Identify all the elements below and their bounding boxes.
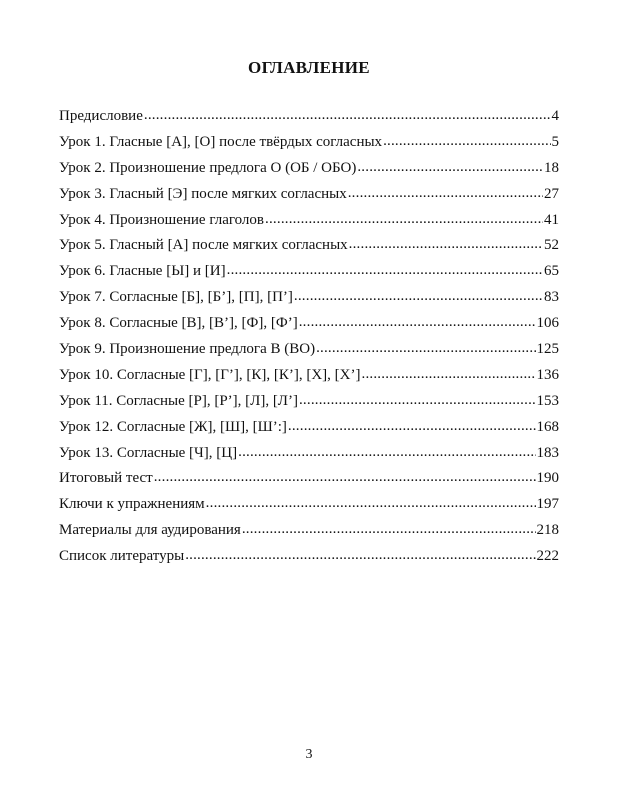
toc-entry-lesson-7 <box>59 285 559 311</box>
dot-leader <box>288 415 536 440</box>
toc-entry-page: 125 <box>536 341 559 358</box>
toc-entry-page: 65 <box>544 263 559 280</box>
toc-entry-page: 218 <box>536 522 559 539</box>
toc-entry-lesson-9 <box>59 337 559 363</box>
dot-leader <box>265 208 543 233</box>
toc-entry-page: 4 <box>551 108 559 124</box>
toc-entry-label: Урок 2. Произношение предлога О (ОБ / ОБО) <box>59 159 357 176</box>
page-title: ОГЛАВЛЕНИЕ <box>248 58 370 77</box>
toc-entry-label: Ключи к упражнениям <box>59 496 205 513</box>
toc-entry-label: Предисловие <box>59 108 143 124</box>
toc-entry-label: Урок 8. Согласные [В], [В’], [Ф], [Ф’] <box>59 315 298 332</box>
toc-entry-page: 5 <box>551 133 559 150</box>
dot-leader <box>144 104 551 129</box>
toc-entry-label: Итоговый тест <box>59 470 153 487</box>
toc-entry-lesson-8 <box>59 311 559 337</box>
dot-leader <box>299 389 536 414</box>
dot-leader <box>294 285 543 310</box>
dot-leader <box>242 518 536 543</box>
toc-entry-page: 52 <box>544 237 559 254</box>
toc-entry-page: 197 <box>536 496 559 513</box>
toc-entry-lesson-2 <box>59 156 559 182</box>
dot-leader <box>348 182 543 207</box>
toc-entry-page: 222 <box>536 548 559 565</box>
toc-entry-page: 27 <box>544 185 559 202</box>
toc-entry-lesson-11 <box>59 389 559 415</box>
dot-leader <box>185 544 535 569</box>
page-number: 3 <box>305 747 313 762</box>
toc-entry-label: Урок 5. Гласный [А] после мягких согласных <box>59 237 348 254</box>
toc-entry-page: 18 <box>544 159 559 176</box>
toc-entry-page: 190 <box>536 470 559 487</box>
toc-entry-label: Урок 1. Гласные [А], [О] после твёрдых согласных <box>59 133 383 150</box>
toc-entry-answer-keys <box>59 492 559 518</box>
toc-entry-final-test <box>59 466 559 492</box>
dot-leader <box>227 259 543 284</box>
toc-entry-listening-materials <box>59 518 559 544</box>
toc-entry-lesson-10 <box>59 363 559 389</box>
toc-entry-label: Материалы для аудирования <box>59 522 241 539</box>
dot-leader <box>206 492 536 517</box>
toc-entry-page: 168 <box>536 418 559 435</box>
toc-entry-lesson-3 <box>59 182 559 208</box>
toc-entry-label: Урок 11. Согласные [Р], [Р’], [Л], [Л’] <box>59 392 298 409</box>
toc-entry-page: 136 <box>536 366 559 383</box>
dot-leader <box>299 311 536 336</box>
toc-entry-bibliography <box>59 544 559 570</box>
toc-entry-preface <box>59 104 559 130</box>
toc-entry-lesson-13 <box>59 441 559 467</box>
toc-entry-label: Урок 13. Согласные [Ч], [Ц] <box>59 444 238 461</box>
toc-entry-page: 153 <box>536 392 559 409</box>
toc-entry-label: Список литературы <box>59 548 185 565</box>
toc-entry-label: Урок 7. Согласные [Б], [Б’], [П], [П’] <box>59 289 293 306</box>
toc-entry-lesson-12 <box>59 415 559 441</box>
toc-entry-label: Урок 4. Произношение глаголов <box>59 211 265 228</box>
toc-entry-label: Урок 9. Произношение предлога В (ВО) <box>59 341 316 358</box>
dot-leader <box>362 363 536 388</box>
toc-entry-label: Урок 12. Согласные [Ж], [Ш], [Ш’:] <box>59 418 287 435</box>
toc-entry-lesson-5 <box>59 233 559 259</box>
dot-leader <box>383 130 550 155</box>
toc-entry-label: Урок 3. Гласный [Э] после мягких согласных <box>59 185 347 202</box>
toc-entry-lesson-1 <box>59 130 559 156</box>
dot-leader <box>238 441 535 466</box>
toc-entry-page: 41 <box>544 211 559 228</box>
table-of-contents <box>59 104 559 570</box>
toc-entry-lesson-4 <box>59 208 559 234</box>
toc-entry-label: Урок 10. Согласные [Г], [Г’], [К], [К’], [Х], [Х’] <box>59 366 361 383</box>
dot-leader <box>357 156 543 181</box>
dot-leader <box>349 233 543 258</box>
dot-leader <box>154 466 536 491</box>
toc-entry-page: 83 <box>544 289 559 306</box>
toc-entry-label: Урок 6. Гласные [Ы] и [И] <box>59 263 226 280</box>
toc-entry-lesson-6 <box>59 259 559 285</box>
toc-entry-page: 183 <box>536 444 559 461</box>
dot-leader <box>316 337 535 362</box>
toc-entry-page: 106 <box>536 315 559 332</box>
